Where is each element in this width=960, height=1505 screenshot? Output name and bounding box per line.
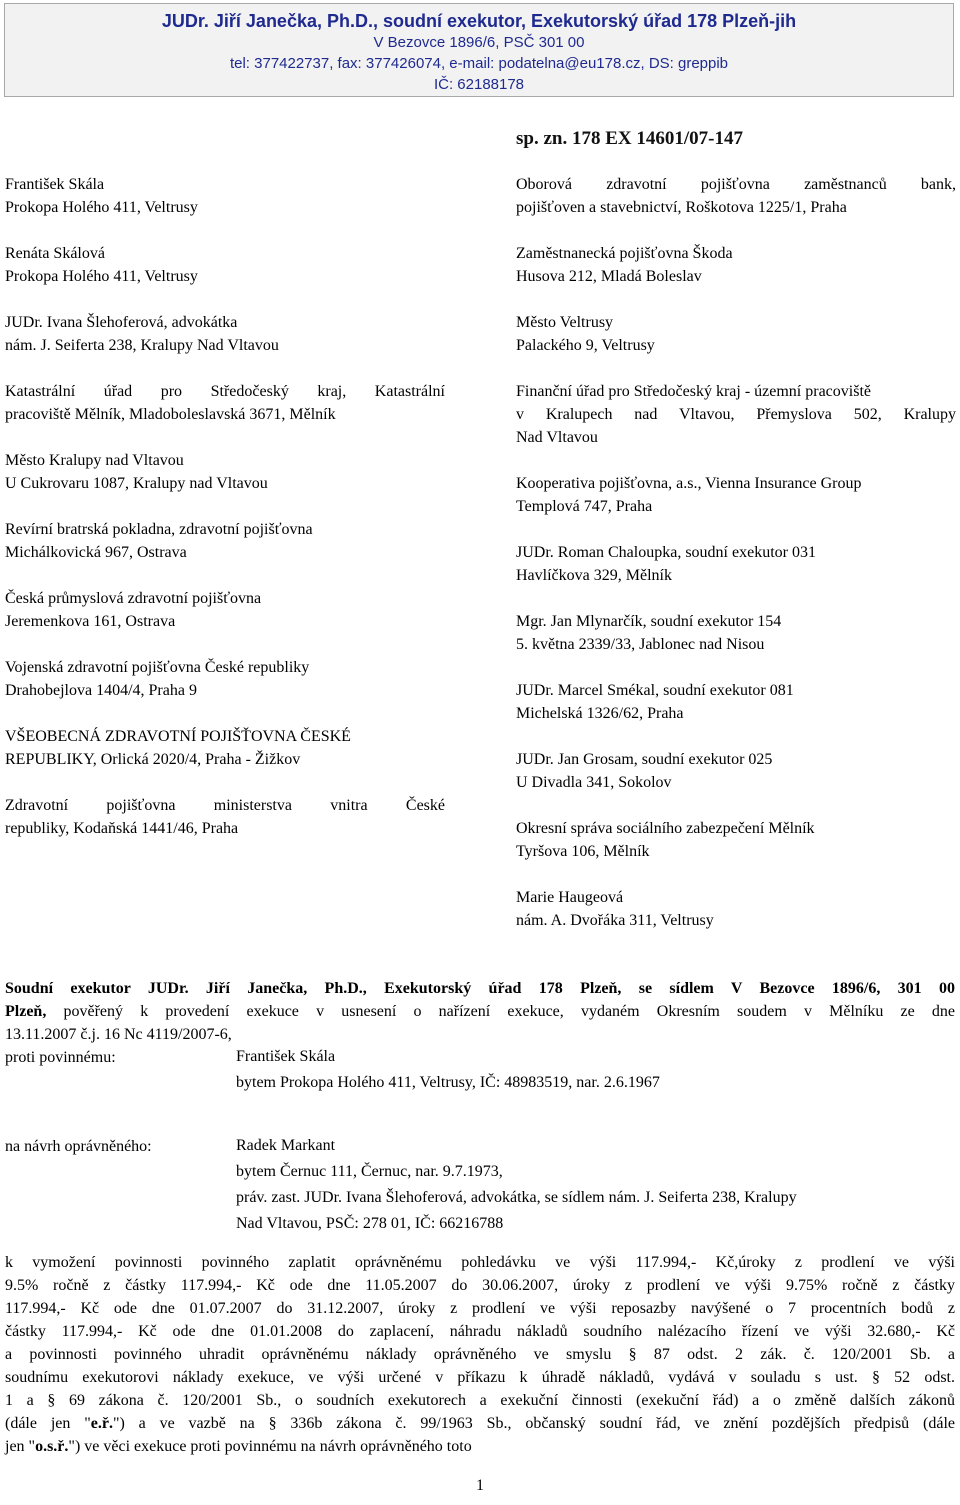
recipient-name: Renáta Skálová: [5, 245, 105, 262]
executor-identification: Soudní exekutor JUDr. Jiří Janečka, Ph.D., Exekutorský úřad 178 Plzeň, se sídlem V Bezovce 1896/6, 301 00: [5, 980, 955, 997]
recipient-block: [516, 679, 956, 725]
claim-line: 117.994,- Kč ode dne 01.07.2007 do 31.12.2007, úroky z prodlení ve výši reposazby navýšené o 7 procentních bodů z: [5, 1300, 955, 1317]
debtor-details: [236, 1044, 660, 1096]
recipient-name: Město Veltrusy: [516, 314, 614, 331]
recipient-address: Prokopa Holého 411, Veltrusy: [5, 199, 198, 216]
recipient-address: Palackého 9, Veltrusy: [516, 337, 655, 354]
claim-line: 1 a § 69 zákona č. 120/2001 Sb., o soudních exekutorech a exekuční činnosti (exekuční řád) a o změně dalších zákonů: [5, 1392, 955, 1409]
recipient-name: Vojenská zdravotní pojišťovna České republiky: [5, 659, 310, 676]
creditor-address: bytem Černuc 111, Černuc, nar. 9.7.1973,: [236, 1163, 503, 1180]
creditor-representative-address: Nad Vltavou, PSČ: 278 01, IČ: 66216788: [236, 1215, 504, 1232]
claim-text: jen ": [5, 1438, 36, 1455]
recipient-block: [5, 380, 445, 426]
recipient-name: Mgr. Jan Mlynarčík, soudní exekutor 154: [516, 613, 782, 630]
letterhead-contact: tel: 377422737, fax: 377426074, e-mail: podatelna@eu178.cz, DS: greppib: [229, 55, 729, 72]
recipient-address: pracoviště Mělník, Mladoboleslavská 3671, Mělník: [5, 406, 336, 423]
recipient-name: Zaměstnanecká pojišťovna Škoda: [516, 245, 733, 262]
debtor-address: bytem Prokopa Holého 411, Veltrusy, IČ: 48983519, nar. 2.6.1967: [236, 1074, 660, 1091]
executor-city: Plzeň,: [5, 1003, 47, 1020]
case-reference: sp. zn. 178 EX 14601/07-147: [516, 128, 743, 149]
recipient-address: Tyršova 106, Mělník: [516, 843, 650, 860]
page-number: 1: [476, 1477, 484, 1494]
recipient-block: [516, 817, 956, 863]
recipient-block: [516, 472, 956, 518]
recipient-address: Michelská 1326/62, Praha: [516, 705, 684, 722]
claim-paragraph: [5, 1251, 955, 1458]
recipient-block: [516, 886, 956, 932]
recipient-name: Revírní bratrská pokladna, zdravotní pojišťovna: [5, 521, 313, 538]
recipient-address: nám. J. Seiferta 238, Kralupy Nad Vltavou: [5, 337, 279, 354]
recipient-block: [516, 173, 956, 219]
recipient-block: [5, 725, 445, 771]
abbrev-osr: o.s.ř.: [35, 1438, 69, 1455]
recipient-name: JUDr. Jan Grosam, soudní exekutor 025: [516, 751, 773, 768]
recipient-name: VŠEOBECNÁ ZDRAVOTNÍ POJIŠŤOVNA ČESKÉ: [5, 728, 351, 745]
letterhead-ico: IČ: 62188178: [433, 76, 525, 93]
recipient-name: Okresní správa sociálního zabezpečení Mělník: [516, 820, 815, 837]
court-decision-reference: 13.11.2007 č.j. 16 Nc 4119/2007-6,: [5, 1026, 232, 1043]
debtor-name: František Skála: [236, 1048, 336, 1065]
recipient-block: [5, 587, 445, 633]
creditor-label: na návrh oprávněného:: [5, 1138, 152, 1155]
recipient-block: [5, 173, 445, 219]
claim-text: (dále jen ": [5, 1415, 91, 1432]
claim-line: k vymožení povinnosti povinného zaplatit oprávněnému pohledávku ve výši 117.994,- Kč,úroky z prodlení ve výši: [5, 1254, 955, 1271]
recipient-block: [516, 380, 956, 449]
claim-line: [5, 1412, 955, 1435]
claim-text: ") ve věci exekuce proti povinnému na návrh oprávněného toto: [68, 1438, 472, 1455]
recipient-address: republiky, Kodaňská 1441/46, Praha: [5, 820, 239, 837]
claim-line: soudnímu exekutorovi náklady exekuce, ve výši určené v příkazu k úhradě nákladů, vydává v souladu s ust. § 52 odst.: [5, 1369, 955, 1386]
claim-line: 9.5% ročně z částky 117.994,- Kč ode dne 11.05.2007 do 30.06.2007, úroky z prodlení ve výši 9.75% ročně z částky: [5, 1277, 955, 1294]
recipient-block: [5, 656, 445, 702]
recipient-address: Jeremenkova 161, Ostrava: [5, 613, 176, 630]
recipient-name: JUDr. Roman Chaloupka, soudní exekutor 031: [516, 544, 816, 561]
creditor-representative: práv. zast. JUDr. Ivana Šlehoferová, advokátka, se sídlem nám. J. Seiferta 238, Kralupy: [236, 1189, 797, 1206]
creditor-name: Radek Markant: [236, 1137, 336, 1154]
recipient-address: Husova 212, Mladá Boleslav: [516, 268, 702, 285]
claim-line: částky 117.994,- Kč ode dne 01.01.2008 do zaplacení, náhradu nákladů soudního nalézacího řízení ve výši 32.680,- Kč: [5, 1323, 955, 1340]
recipient-address: v Kralupech nad Vltavou, Přemyslova 502, Kralupy: [516, 406, 956, 423]
recipient-address: Prokopa Holého 411, Veltrusy: [5, 268, 198, 285]
recipient-address: Drahobejlova 1404/4, Praha 9: [5, 682, 197, 699]
recipient-name: Finanční úřad pro Středočeský kraj - územní pracoviště: [516, 383, 871, 400]
recipient-block: [516, 610, 956, 656]
recipient-name: Město Kralupy nad Vltavou: [5, 452, 184, 469]
recipient-block: [5, 518, 445, 564]
recipient-name: Kooperativa pojišťovna, a.s., Vienna Insurance Group: [516, 475, 862, 492]
recipient-block: [5, 449, 445, 495]
recipient-address: pojišťoven a stavebnictví, Roškotova 1225/1, Praha: [516, 199, 847, 216]
recipient-block: [5, 311, 445, 357]
recipient-name: Zdravotní pojišťovna ministerstva vnitra České: [5, 797, 445, 814]
recipient-address: 5. května 2339/33, Jablonec nad Nisou: [516, 636, 765, 653]
claim-text: ") a ve vazbě na § 336b zákona č. 99/1963 Sb., občanský soudní řád, ve znění pozdějších předpisů (dále: [112, 1415, 955, 1432]
recipient-name: JUDr. Marcel Smékal, soudní exekutor 081: [516, 682, 794, 699]
letterhead-title: JUDr. Jiří Janečka, Ph.D., soudní exekutor, Exekutorský úřad 178 Plzeň-jih: [161, 11, 797, 31]
recipient-name: Katastrální úřad pro Středočeský kraj, Katastrální: [5, 383, 445, 400]
recipient-name: Česká průmyslová zdravotní pojišťovna: [5, 590, 262, 607]
intro-text: pověřený k provedení exekuce v usnesení o nařízení exekuce, vydaném Okresním soudem v Mělníku ze dne: [46, 1003, 955, 1020]
recipient-block: [5, 794, 445, 840]
recipient-address: Michálkovická 967, Ostrava: [5, 544, 187, 561]
recipient-block: [516, 748, 956, 794]
debtor-label: proti povinnému:: [5, 1049, 116, 1066]
recipient-address: Nad Vltavou: [516, 429, 598, 446]
recipient-address: U Divadla 341, Sokolov: [516, 774, 672, 791]
recipient-block: [516, 242, 956, 288]
recipient-address: REPUBLIKY, Orlická 2020/4, Praha - Žižkov: [5, 751, 301, 768]
recipient-block: [516, 541, 956, 587]
recipient-name: Marie Haugeová: [516, 889, 624, 906]
recipient-address: Templová 747, Praha: [516, 498, 653, 515]
claim-line: [5, 1435, 955, 1458]
letterhead: [4, 3, 954, 97]
claim-line: a povinnosti povinného uhradit oprávněnému náklady oprávněného ve smyslu § 87 odst. 2 zák. č. 120/2001 Sb. a: [5, 1346, 955, 1363]
creditor-details: [236, 1133, 797, 1237]
recipient-address: nám. A. Dvořáka 311, Veltrusy: [516, 912, 714, 929]
recipient-name: František Skála: [5, 176, 105, 193]
recipient-address: Havlíčkova 329, Mělník: [516, 567, 672, 584]
abbrev-er: e.ř.: [90, 1415, 113, 1432]
recipient-name: Oborová zdravotní pojišťovna zaměstnanců bank,: [516, 176, 956, 193]
intro-paragraph: [5, 977, 955, 1046]
recipient-block: [516, 311, 956, 357]
recipient-address: U Cukrovaru 1087, Kralupy nad Vltavou: [5, 475, 268, 492]
recipient-block: [5, 242, 445, 288]
recipient-name: JUDr. Ivana Šlehoferová, advokátka: [5, 314, 238, 331]
letterhead-address: V Bezovce 1896/6, PSČ 301 00: [373, 34, 585, 51]
